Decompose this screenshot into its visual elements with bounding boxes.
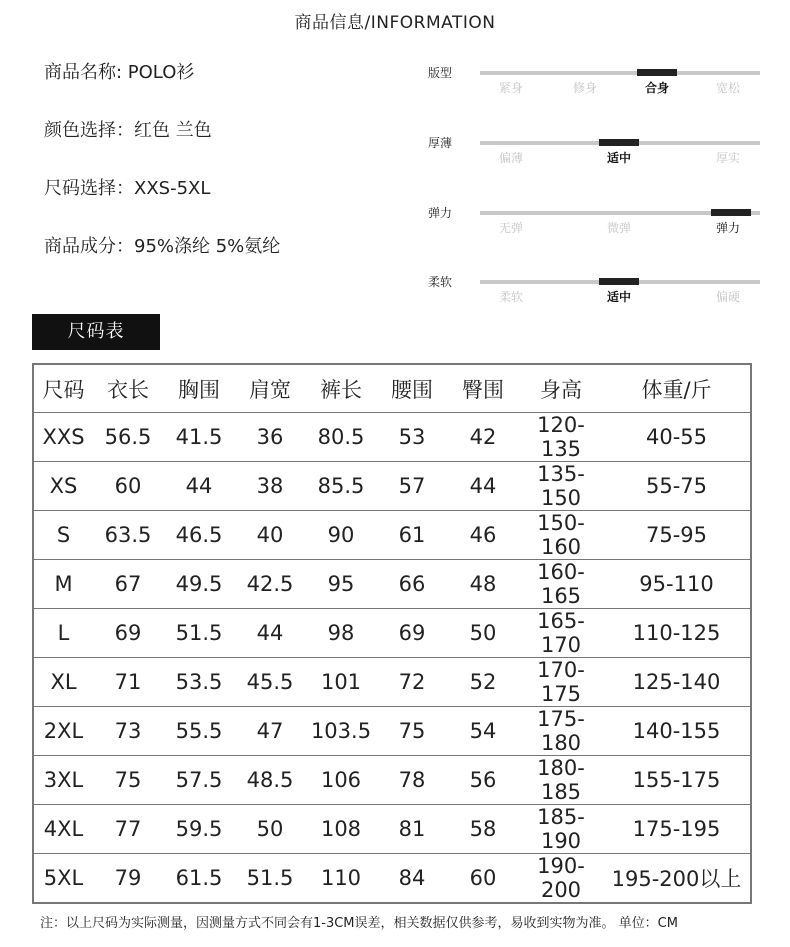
fit-option-selected: 合身 xyxy=(644,81,669,95)
table-cell: 75 xyxy=(93,756,163,805)
table-cell: 50 xyxy=(447,609,519,658)
table-cell: 195-200以上 xyxy=(611,867,742,891)
table-cell: 52 xyxy=(447,658,519,707)
table-cell: 57.5 xyxy=(163,756,235,805)
table-row xyxy=(33,560,751,609)
size-range: 尺码选择：XXS-5XL xyxy=(44,178,211,199)
table-cell: M xyxy=(33,560,93,609)
table-cell: 95-110 xyxy=(603,560,751,609)
fit-option: 修身 xyxy=(572,81,597,95)
table-cell: 85.5 xyxy=(305,462,377,511)
table-cell: 73 xyxy=(93,707,163,756)
column-header: 裤长 xyxy=(305,364,377,413)
softness-scale-marker xyxy=(599,278,639,285)
table-cell: 180-185 xyxy=(519,756,603,805)
table-cell: 77 xyxy=(93,805,163,854)
table-cell: 53.5 xyxy=(163,658,235,707)
table-cell: 56 xyxy=(447,756,519,805)
table-cell: 42.5 xyxy=(235,560,305,609)
elasticity-option-selected: 弹力 xyxy=(715,221,740,235)
table-cell: 41.5 xyxy=(163,413,235,462)
table-cell: 98 xyxy=(305,609,377,658)
table-cell: 61 xyxy=(377,511,447,560)
table-cell: XL xyxy=(33,658,93,707)
size-table-heading: 尺码表 xyxy=(32,314,160,350)
column-header: 尺码 xyxy=(33,364,93,413)
table-cell: 58 xyxy=(447,805,519,854)
fit-option: 紧身 xyxy=(498,81,523,95)
softness-option-selected: 适中 xyxy=(606,290,631,304)
table-cell: 60 xyxy=(469,866,497,890)
material-composition: 商品成分：95%涤纶 5%氨纶 xyxy=(44,236,281,257)
table-cell: 44 xyxy=(235,609,305,658)
table-cell: 48 xyxy=(447,560,519,609)
elasticity-option: 无弹 xyxy=(498,221,523,235)
table-cell: 79 xyxy=(114,866,142,890)
table-cell: 66 xyxy=(377,560,447,609)
table-row xyxy=(33,462,751,511)
product-name: 商品名称: POLO衫 xyxy=(44,62,195,83)
column-header: 体重/斤 xyxy=(603,364,751,413)
table-cell: XXS xyxy=(33,413,93,462)
thickness-scale-label: 厚薄 xyxy=(428,136,453,150)
column-header: 肩宽 xyxy=(235,364,305,413)
table-cell: 2XL xyxy=(33,707,93,756)
table-cell: 42 xyxy=(447,413,519,462)
column-header: 腰围 xyxy=(377,364,447,413)
table-cell: 155-175 xyxy=(603,756,751,805)
table-cell: 60 xyxy=(93,462,163,511)
table-cell: 81 xyxy=(377,805,447,854)
table-cell: 67 xyxy=(93,560,163,609)
table-row xyxy=(33,707,751,756)
elasticity-scale-marker xyxy=(711,209,751,216)
table-cell: 44 xyxy=(447,462,519,511)
table-cell: 53 xyxy=(377,413,447,462)
table-cell: 110 xyxy=(320,866,362,890)
table-cell: 175-180 xyxy=(519,707,603,756)
table-cell: 46.5 xyxy=(163,511,235,560)
table-cell: 125-140 xyxy=(603,658,751,707)
table-cell: 140-155 xyxy=(603,707,751,756)
table-cell: 101 xyxy=(305,658,377,707)
column-header: 身高 xyxy=(519,364,603,413)
fit-option: 宽松 xyxy=(715,81,740,95)
table-row xyxy=(33,756,751,805)
column-header: 衣长 xyxy=(93,364,163,413)
color-options: 颜色选择：红色 兰色 xyxy=(44,120,212,141)
table-cell: 110-125 xyxy=(603,609,751,658)
table-cell: 54 xyxy=(447,707,519,756)
table-cell: 40-55 xyxy=(603,413,751,462)
table-cell: 80.5 xyxy=(305,413,377,462)
table-cell: 170-175 xyxy=(519,658,603,707)
table-cell: 3XL xyxy=(33,756,93,805)
table-cell: 72 xyxy=(377,658,447,707)
table-cell: 103.5 xyxy=(305,707,377,756)
table-cell: 175-195 xyxy=(603,805,751,854)
column-header: 胸围 xyxy=(163,364,235,413)
fit-scale xyxy=(428,64,768,104)
fit-scale-track xyxy=(480,71,760,75)
table-cell: 106 xyxy=(305,756,377,805)
table-cell: 36 xyxy=(235,413,305,462)
elasticity-option: 微弹 xyxy=(606,221,631,235)
table-cell: 40 xyxy=(235,511,305,560)
table-cell: 108 xyxy=(305,805,377,854)
table-cell: 51.5 xyxy=(246,866,294,890)
elasticity-scale xyxy=(428,204,768,244)
table-cell: S xyxy=(33,511,93,560)
softness-option: 偏硬 xyxy=(715,290,740,304)
table-cell: 75-95 xyxy=(603,511,751,560)
table-row xyxy=(33,658,751,707)
table-cell: 56.5 xyxy=(93,413,163,462)
table-cell: 44 xyxy=(163,462,235,511)
table-cell: 69 xyxy=(93,609,163,658)
table-cell: 55.5 xyxy=(163,707,235,756)
elasticity-scale-label: 弹力 xyxy=(428,206,453,220)
measurement-note: 注：以上尺码为实际测量，因测量方式不同会有1-3CM误差，相关数据仅供参考，易收到实物为准。 单位：CM xyxy=(40,916,678,931)
table-cell: 63.5 xyxy=(93,511,163,560)
table-cell: 135-150 xyxy=(519,462,603,511)
table-cell: 69 xyxy=(377,609,447,658)
table-cell: L xyxy=(33,609,93,658)
table-cell: 55-75 xyxy=(603,462,751,511)
table-cell: 59.5 xyxy=(163,805,235,854)
size-table-header-row xyxy=(33,364,751,413)
table-cell: 38 xyxy=(235,462,305,511)
table-cell: 160-165 xyxy=(519,560,603,609)
table-cell: 50 xyxy=(235,805,305,854)
table-cell: 120-135 xyxy=(519,413,603,462)
table-cell: 84 xyxy=(398,866,426,890)
table-cell: 71 xyxy=(93,658,163,707)
table-cell: 51.5 xyxy=(163,609,235,658)
table-cell: 190-200 xyxy=(537,854,585,902)
table-cell: 75 xyxy=(377,707,447,756)
table-row xyxy=(33,511,751,560)
page-title: 商品信息/INFORMATION xyxy=(294,13,496,33)
table-cell: 47 xyxy=(235,707,305,756)
table-cell: 150-160 xyxy=(519,511,603,560)
table-cell: 90 xyxy=(305,511,377,560)
fit-scale-label: 版型 xyxy=(428,66,453,80)
table-row xyxy=(33,413,751,462)
table-cell: 46 xyxy=(447,511,519,560)
table-row xyxy=(33,609,751,658)
table-cell: 95 xyxy=(305,560,377,609)
table-cell: 185-190 xyxy=(519,805,603,854)
table-cell: 78 xyxy=(377,756,447,805)
thickness-option-selected: 适中 xyxy=(606,151,631,165)
table-cell: 4XL xyxy=(33,805,93,854)
table-cell: 45.5 xyxy=(235,658,305,707)
table-cell: 48.5 xyxy=(235,756,305,805)
table-cell: 57 xyxy=(377,462,447,511)
thickness-scale xyxy=(428,134,768,174)
softness-scale-label: 柔软 xyxy=(428,275,453,289)
table-cell: 61.5 xyxy=(175,866,223,890)
size-table xyxy=(32,363,752,904)
table-row xyxy=(33,805,751,854)
softness-option: 柔软 xyxy=(498,290,523,304)
column-header: 臀围 xyxy=(447,364,519,413)
softness-scale xyxy=(428,273,768,313)
thickness-option: 厚实 xyxy=(715,151,740,165)
thickness-option: 偏薄 xyxy=(498,151,523,165)
fit-scale-marker xyxy=(637,69,677,76)
table-cell: 49.5 xyxy=(163,560,235,609)
table-cell: 5XL xyxy=(43,866,84,890)
table-cell: XS xyxy=(33,462,93,511)
table-row xyxy=(33,854,751,904)
thickness-scale-marker xyxy=(599,139,639,146)
table-cell: 165-170 xyxy=(519,609,603,658)
